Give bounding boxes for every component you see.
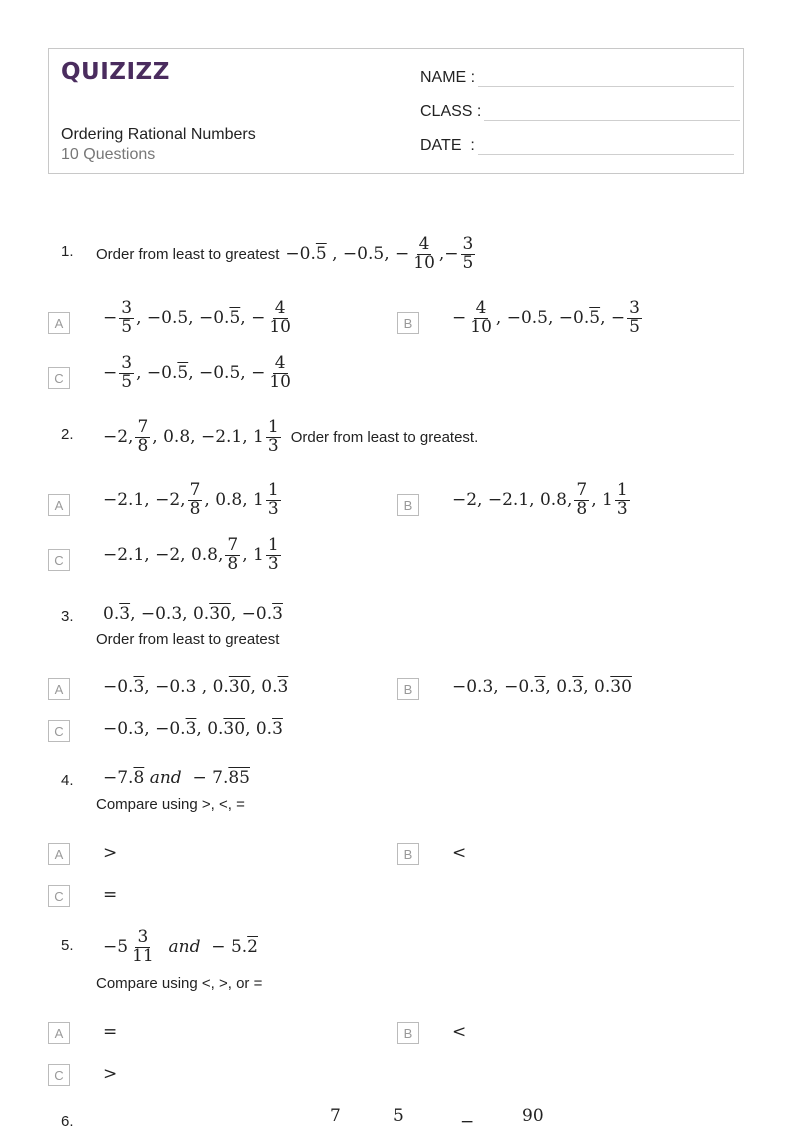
worksheet-header <box>48 48 744 174</box>
question-2-text <box>103 419 478 456</box>
date-field[interactable] <box>420 137 734 155</box>
question-1-text <box>96 236 477 273</box>
question-3-math: 0. 3 , −0.3, 0. 30 , −0. 3 <box>103 604 283 624</box>
q5-option-b-box[interactable]: B <box>397 1022 419 1044</box>
q1-option-b[interactable]: − $\frac{4}{10}$ , −0.5, −0. 5 , − $\frac{3}{5}$ <box>452 298 640 337</box>
quizizz-logo: QUIZIZZ <box>61 59 170 85</box>
question-4-math: −7. 8 and − 7. 85 <box>103 768 250 788</box>
q4-option-a[interactable]: > <box>103 843 118 863</box>
question-5-math: −5 $\frac{3}{11}$ and − 5. 2 <box>103 927 258 966</box>
q5-option-b[interactable]: < <box>452 1022 467 1042</box>
q1-option-a[interactable]: − $\frac{3}{5}$ , −0.5, −0. 5 , − $\frac{4}{10}$ <box>103 298 291 337</box>
question-6-partial-c: − <box>460 1112 475 1132</box>
q4-option-b[interactable]: < <box>452 843 467 863</box>
q2-option-a-box[interactable]: A <box>48 494 70 516</box>
name-field[interactable] <box>420 69 734 87</box>
class-line[interactable] <box>484 106 740 121</box>
question-2-prompt: Order from least to greatest. <box>290 428 479 446</box>
q5-option-c[interactable]: > <box>103 1064 118 1084</box>
class-label: CLASS : <box>420 103 482 120</box>
q1-option-c[interactable]: − $\frac{3}{5}$ , −0. 5 , −0.5, − $\frac{4}{10}$ <box>103 353 291 392</box>
question-2-number: 2. <box>61 426 74 443</box>
question-5-number: 5. <box>61 937 74 954</box>
q2-option-b[interactable]: −2, −2.1, 0.8, $\frac{7}{8}$ , 1 $\frac{1}{3}$ <box>452 480 628 519</box>
q2-option-b-box[interactable]: B <box>397 494 419 516</box>
q5-option-a-box[interactable]: A <box>48 1022 70 1044</box>
q4-option-b-box[interactable]: B <box>397 843 419 865</box>
class-field[interactable] <box>420 103 740 121</box>
q5-option-a[interactable]: = <box>103 1022 118 1042</box>
question-1-math: −0.5 , −0.5, − $\frac{4}{10}$ ,− $\frac{3}{5}$ <box>285 234 474 273</box>
question-4-number: 4. <box>61 772 74 789</box>
q4-option-a-box[interactable]: A <box>48 843 70 865</box>
date-label: DATE : <box>420 137 475 154</box>
q1-option-c-box[interactable]: C <box>48 367 70 389</box>
q3-option-b[interactable]: −0.3, −0. 3 , 0. 3 , 0. 30 <box>452 677 632 697</box>
q3-option-b-box[interactable]: B <box>397 678 419 700</box>
question-count: 10 Questions <box>61 146 156 163</box>
q1-option-b-box[interactable]: B <box>397 312 419 334</box>
q3-option-a[interactable]: −0. 3 , −0.3 , 0. 30 , 0. 3 <box>103 677 289 697</box>
q3-option-c-box[interactable]: C <box>48 720 70 742</box>
q3-option-c[interactable]: −0.3, −0. 3 , 0. 30 , 0. 3 <box>103 719 283 739</box>
question-5-prompt: Compare using <, >, or = <box>96 975 263 992</box>
q1-option-a-box[interactable]: A <box>48 312 70 334</box>
question-2-math: −2, $\frac{7}{8}$ , 0.8, −2.1, 1 $\frac{1}{3}$ <box>103 417 279 456</box>
question-6-partial-d: 90 <box>522 1106 544 1126</box>
q2-option-a[interactable]: −2.1, −2, $\frac{7}{8}$ , 0.8, 1 $\frac{1}{3}$ <box>103 480 279 519</box>
name-label: NAME : <box>420 69 476 86</box>
date-line[interactable] <box>478 140 734 155</box>
question-4-prompt: Compare using >, <, = <box>96 796 245 813</box>
q5-option-c-box[interactable]: C <box>48 1064 70 1086</box>
question-1-number: 1. <box>61 243 74 260</box>
q2-option-c[interactable]: −2.1, −2, 0.8, $\frac{7}{8}$ , 1 $\frac{1}{3}$ <box>103 535 279 574</box>
worksheet-title: Ordering Rational Numbers <box>61 126 256 143</box>
q3-option-a-box[interactable]: A <box>48 678 70 700</box>
question-3-prompt: Order from least to greatest <box>96 631 280 648</box>
question-6-number: 6. <box>61 1113 74 1130</box>
q4-option-c-box[interactable]: C <box>48 885 70 907</box>
name-line[interactable] <box>478 72 734 87</box>
q4-option-c[interactable]: = <box>103 885 118 905</box>
q2-option-c-box[interactable]: C <box>48 549 70 571</box>
question-1-prompt: Order from least to greatest <box>96 245 280 263</box>
question-6-partial-a: 7 <box>330 1106 341 1126</box>
question-6-partial-b: 5 <box>393 1106 404 1126</box>
question-3-number: 3. <box>61 608 74 625</box>
